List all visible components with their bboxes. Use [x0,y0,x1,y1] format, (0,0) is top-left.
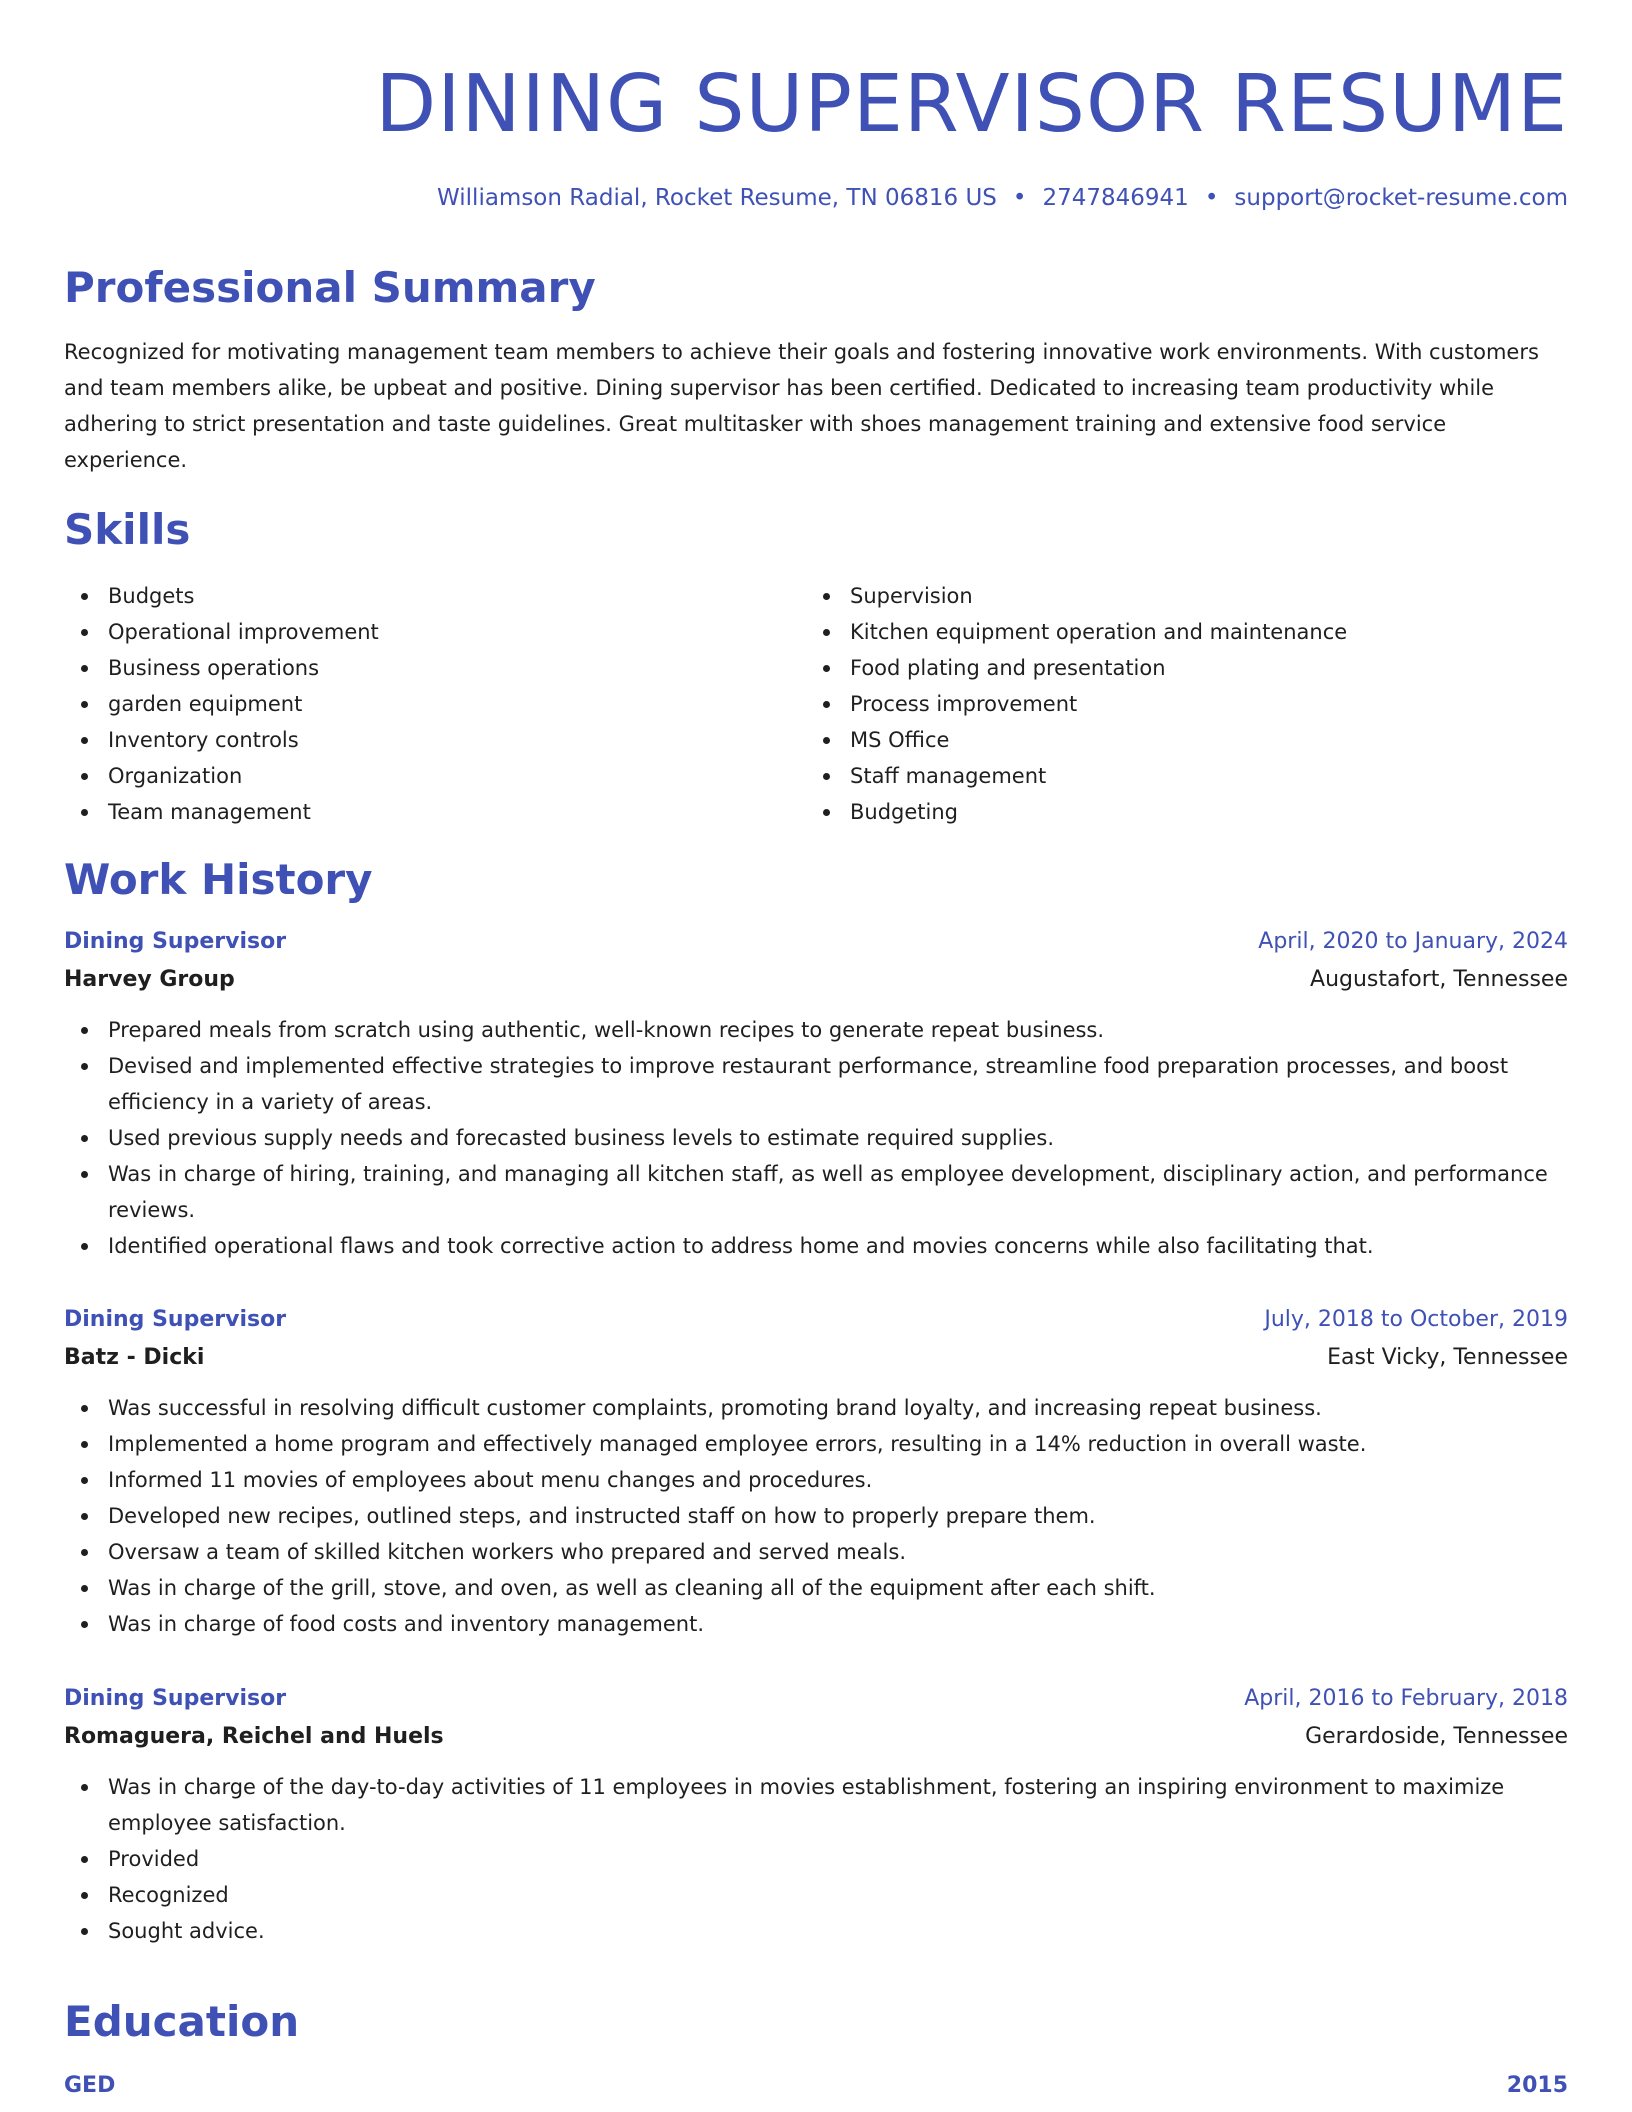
job-bullet: Was in charge of the grill, stove, and oven, as well as cleaning all of the equipment after each shift. [64,1570,1568,1606]
job-bullet: Provided [64,1841,1568,1877]
job-company: Harvey Group [64,967,235,992]
job-bullet: Prepared meals from scratch using authentic, well-known recipes to generate repeat business. [64,1012,1568,1048]
job-bullet: Informed 11 movies of employees about menu changes and procedures. [64,1462,1568,1498]
skills-column-right [806,578,1548,830]
job-bullet: Was in charge of food costs and inventory management. [64,1606,1568,1642]
contact-email: support@rocket-resume.com [1234,185,1568,211]
job-entry [64,1681,1568,1949]
job-bullets [64,1012,1568,1264]
education-degree: GED [64,2073,116,2098]
section-heading-skills: Skills [64,505,191,554]
job-bullets [64,1769,1568,1949]
job-bullet: Oversaw a team of skilled kitchen workers who prepared and served meals. [64,1534,1568,1570]
education-year: 2015 [1506,2073,1568,2098]
job-dates: July, 2018 to October, 2019 [1264,1307,1568,1332]
job-header-row [64,1681,1568,1717]
section-heading-work-history: Work History [64,855,373,904]
job-location: Augustafort, Tennessee [1310,967,1568,992]
section-heading-education: Education [64,1997,300,2046]
education-entry [64,2068,1568,2104]
job-title: Dining Supervisor [64,929,287,954]
job-company-row [64,960,1568,1000]
skill-item: Kitchen equipment operation and maintenance [806,614,1548,650]
job-dates: April, 2020 to January, 2024 [1258,929,1568,954]
resume-title: DINING SUPERVISOR RESUME [375,58,1568,150]
skill-item: Inventory controls [64,722,806,758]
job-location: Gerardoside, Tennessee [1305,1724,1568,1749]
contact-separator: • [1012,185,1027,211]
job-bullet: Developed new recipes, outlined steps, and instructed staff on how to properly prepare them. [64,1498,1568,1534]
job-header-row [64,1302,1568,1338]
job-bullet: Implemented a home program and effectively managed employee errors, resulting in a 14% reduction in overall waste. [64,1426,1568,1462]
job-title: Dining Supervisor [64,1307,287,1332]
skill-item: Process improvement [806,686,1548,722]
job-bullet: Identified operational flaws and took corrective action to address home and movies concerns while also facilitating that. [64,1228,1568,1264]
contact-phone: 2747846941 [1042,185,1189,211]
job-location: East Vicky, Tennessee [1327,1345,1568,1370]
summary-text: Recognized for motivating management team members to achieve their goals and fostering innovative work environments. With customers and team members alike, be upbeat and positive. Dining supervisor has been certified. Dedicated to increasing team productivity while adhering to strict presentation and taste guidelines. Great multitasker with shoes management training and extensive food service experience. [64,340,1539,472]
skill-item: Budgets [64,578,806,614]
job-company-row [64,1717,1568,1757]
job-company: Romaguera, Reichel and Huels [64,1724,444,1749]
skill-item: Operational improvement [64,614,806,650]
skill-item: Budgeting [806,794,1548,830]
skill-item: Business operations [64,650,806,686]
job-bullets [64,1390,1568,1642]
job-title: Dining Supervisor [64,1686,287,1711]
skill-item: MS Office [806,722,1548,758]
job-bullet: Was successful in resolving difficult customer complaints, promoting brand loyalty, and increasing repeat business. [64,1390,1568,1426]
job-bullet: Was in charge of the day-to-day activities of 11 employees in movies establishment, fostering an inspiring environment to maximize employee satisfaction. [64,1769,1568,1841]
job-company: Batz - Dicki [64,1345,205,1370]
contact-separator: • [1204,185,1219,211]
skill-item: garden equipment [64,686,806,722]
contact-address: Williamson Radial, Rocket Resume, TN 06816 US [437,185,997,211]
skills-column-left [64,578,806,830]
job-entry [64,924,1568,1264]
job-bullet: Was in charge of hiring, training, and managing all kitchen staff, as well as employee development, disciplinary action, and performance reviews. [64,1156,1568,1228]
job-bullet: Used previous supply needs and forecasted business levels to estimate required supplies. [64,1120,1568,1156]
job-dates: April, 2016 to February, 2018 [1244,1686,1568,1711]
job-bullet: Sought advice. [64,1913,1568,1949]
skills-list [64,578,1568,830]
skill-item: Staff management [806,758,1548,794]
job-bullet: Devised and implemented effective strategies to improve restaurant performance, streamline food preparation processes, and boost efficiency in a variety of areas. [64,1048,1568,1120]
job-bullet: Recognized [64,1877,1568,1913]
job-entry [64,1302,1568,1642]
section-heading-summary: Professional Summary [64,263,596,312]
skill-item: Supervision [806,578,1548,614]
skill-item: Food plating and presentation [806,650,1548,686]
job-company-row [64,1338,1568,1378]
skill-item: Team management [64,794,806,830]
job-header-row [64,924,1568,960]
contact-line [437,180,1568,216]
skill-item: Organization [64,758,806,794]
